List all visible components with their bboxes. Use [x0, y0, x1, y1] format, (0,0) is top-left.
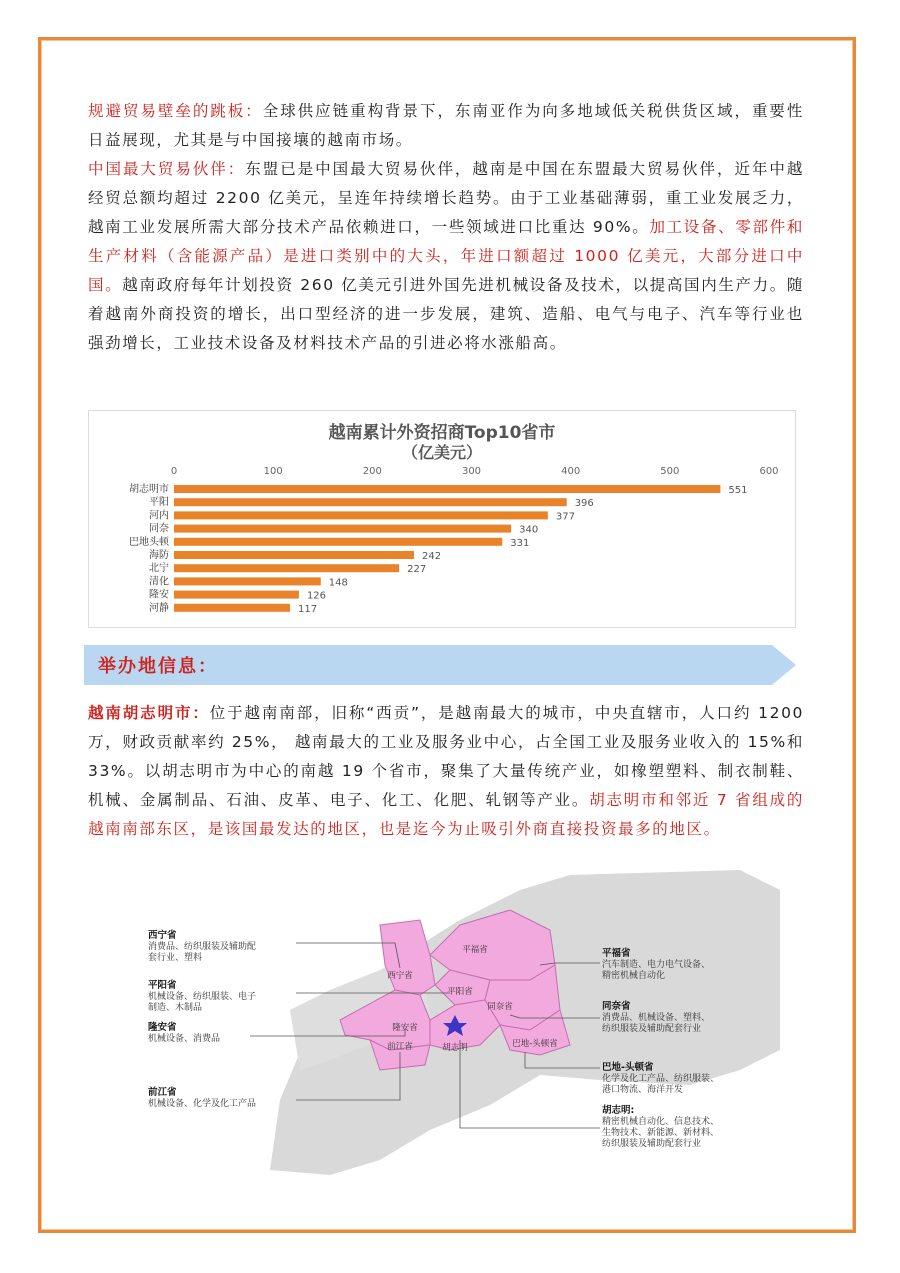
banner-title: 举办地信息： — [98, 656, 218, 677]
category-label: 河内 — [149, 510, 169, 522]
chart-title: 越南累计外资招商Top10省市 — [328, 423, 556, 443]
category-label: 平阳 — [149, 497, 169, 509]
category-label: 隆安 — [149, 589, 169, 601]
data-label: 242 — [421, 551, 442, 562]
bar — [174, 551, 414, 559]
chart-canvas — [89, 411, 795, 627]
data-label: 117 — [298, 603, 318, 615]
x-tick-label: 500 — [660, 466, 680, 477]
paragraph-trade-partner — [88, 155, 804, 358]
bar — [174, 538, 502, 546]
data-label: 396 — [574, 498, 594, 510]
svg-text:精密机械自动化、信息技术、: 精密机械自动化、信息技术、 — [602, 1117, 720, 1127]
bar — [174, 577, 321, 585]
svg-text:化学及化工产品、纺织服装、: 化学及化工产品、纺织服装、 — [602, 1074, 720, 1084]
map-label-left-2 — [148, 1021, 220, 1044]
category-label: 同奈 — [149, 523, 169, 535]
data-label: 340 — [519, 524, 539, 536]
svg-text:汽车制造、电力电气设备、: 汽车制造、电力电气设备、 — [602, 960, 711, 970]
x-tick-label: 400 — [561, 466, 581, 477]
svg-text:纺织服装及辅助配套行业: 纺织服装及辅助配套行业 — [602, 1024, 702, 1034]
paragraph-text: 越南政府每年计划投资 260 亿美元引进外国先进机械设备及技术，以提高国内生产力。随着越南外商投资的增长，出口型经济的进一步发展，建筑、造船、电气与电子、汽车等行业也强劲增长，工业技术设备及材料技术产品的引进必将水涨船高。 — [88, 276, 804, 352]
region-name: 巴地-头顿省 — [512, 1039, 558, 1049]
data-label: 227 — [407, 564, 427, 576]
bar — [174, 498, 567, 506]
svg-text:西宁省: 西宁省 — [148, 930, 177, 941]
region-name: 同奈省 — [487, 1002, 513, 1012]
map-label-left-3 — [148, 1086, 256, 1109]
paragraph-highlight: 胡志明市和邻近 7 省组成的越南南部东区，是该国最发达的地区，也是迄今为止吸引外商直接投资最多的地区。 — [88, 791, 804, 838]
svg-text:消费品、机械设备、塑料、: 消费品、机械设备、塑料、 — [602, 1013, 711, 1023]
map-canvas — [130, 870, 780, 1175]
category-label: 河静 — [149, 602, 169, 614]
category-label: 胡志明市 — [129, 484, 169, 495]
svg-text:消费品、纺织服装及辅助配: 消费品、纺织服装及辅助配 — [148, 942, 257, 952]
svg-text:机械设备、消费品: 机械设备、消费品 — [148, 1034, 221, 1044]
region-name: 平福省 — [462, 945, 488, 955]
map-label-right-3 — [602, 1104, 719, 1149]
svg-text:套行业、塑料: 套行业、塑料 — [148, 953, 203, 963]
bar — [174, 604, 290, 612]
region-map — [130, 870, 780, 1175]
x-tick-label: 300 — [461, 466, 482, 477]
data-label: 126 — [306, 590, 327, 602]
investment-bar-chart — [88, 410, 796, 628]
paragraph-heading: 中国最大贸易伙伴： — [88, 160, 246, 178]
svg-text:胡志明:: 胡志明: — [602, 1105, 635, 1116]
x-tick-label: 100 — [263, 466, 283, 477]
svg-text:平福省: 平福省 — [602, 948, 631, 959]
region-name: 平阳省 — [447, 987, 473, 997]
region-name: 隆安省 — [392, 1023, 418, 1033]
paragraph-heading: 越南胡志明市： — [88, 704, 210, 722]
svg-text:巴地-头顿省: 巴地-头顿省 — [602, 1062, 654, 1073]
bar — [174, 564, 399, 572]
region-name: 前江省 — [387, 1042, 413, 1052]
paragraph-trade-barrier — [88, 97, 804, 155]
category-label: 清化 — [149, 576, 169, 588]
paragraph-highlight: 加工设备、零部件和生产材料（含能源产品）是进口类别中的大头，年进口额超过 1000 亿美元，大部分进口中国。 — [88, 218, 805, 294]
bar — [174, 485, 720, 493]
region-name: 胡志明 — [442, 1043, 468, 1053]
paragraph-text: 东盟已是中国最大贸易伙伴，越南是中国在东盟最大贸易伙伴，近年中越经贸总额均超过 2200 亿美元，呈连年持续增长趋势。由于工业基础薄弱，重工业发展乏力，越南工业发展所需大部分技术产品依赖进口，一些领域进口比重达 90%。 — [88, 160, 805, 236]
svg-text:隆安省: 隆安省 — [148, 1022, 177, 1033]
svg-text:同奈省: 同奈省 — [602, 1001, 631, 1012]
category-label: 北宁 — [149, 563, 169, 575]
x-tick-label: 200 — [362, 466, 382, 477]
paragraph-text: 位于越南南部，旧称“西贡”，是越南最大的城市，中央直辖市，人口约 1200 万，财政贡献率约 25%， 越南最大的工业及服务业中心，占全国工业及服务业收入的 15%和 33%。以胡志明市为中心的南越 19 个省市，聚集了大量传统产业，如橡塑塑料、制衣制鞋、机械、金属制品、石油、皮革、电子、化工、化肥、轧钢等产业。 — [88, 704, 805, 809]
paragraph-heading: 规避贸易壁垒的跳板： — [88, 102, 263, 120]
data-label: 551 — [728, 485, 748, 496]
paragraph-text: 全球供应链重构背景下，东南亚作为向多地域低关税供货区域，重要性日益展现，尤其是与中国接壤的越南市场。 — [88, 102, 804, 149]
svg-text:前江省: 前江省 — [148, 1087, 177, 1098]
category-label: 海防 — [149, 550, 169, 561]
svg-text:平阳省: 平阳省 — [148, 980, 177, 991]
svg-text:制造、木制品: 制造、木制品 — [148, 1003, 203, 1013]
data-label: 377 — [555, 511, 575, 523]
chart-subtitle: （亿美元） — [401, 443, 483, 462]
bar — [174, 525, 511, 533]
bar — [174, 511, 548, 519]
x-tick-label: 0 — [170, 466, 178, 477]
region-name: 西宁省 — [387, 971, 413, 981]
data-label: 148 — [328, 577, 348, 589]
svg-text:机械设备、化学及化工产品: 机械设备、化学及化工产品 — [148, 1099, 257, 1109]
paragraph-hcmc — [88, 699, 804, 844]
svg-text:港口物流、海洋开发: 港口物流、海洋开发 — [602, 1085, 684, 1095]
section-banner — [84, 645, 796, 685]
data-label: 331 — [510, 537, 530, 549]
bar — [174, 591, 299, 599]
map-label-left-1 — [148, 979, 256, 1013]
map-label-left-0 — [148, 929, 256, 963]
svg-text:精密机械自动化: 精密机械自动化 — [602, 971, 666, 981]
svg-text:机械设备、纺织服装、电子: 机械设备、纺织服装、电子 — [148, 992, 257, 1002]
svg-text:纺织服装及辅助配套行业: 纺织服装及辅助配套行业 — [602, 1139, 702, 1149]
svg-text:生物技术、新能源、新材料、: 生物技术、新能源、新材料、 — [602, 1128, 720, 1138]
category-label: 巴地头顿 — [129, 536, 169, 548]
x-tick-label: 600 — [759, 466, 779, 477]
